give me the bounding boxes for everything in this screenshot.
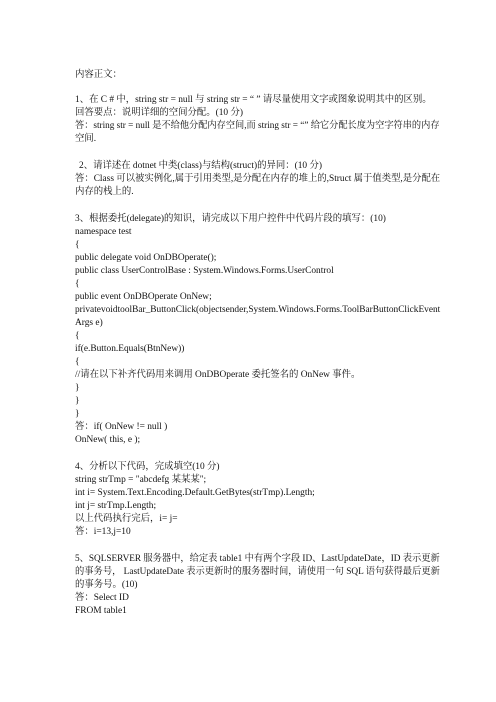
content-heading: 内容正文： bbox=[75, 70, 122, 80]
answer-3-line-1: 答：if( OnNew != null ) bbox=[75, 422, 168, 432]
answer-4: 答：i=13,j=10 bbox=[75, 527, 131, 537]
code-line: { bbox=[75, 240, 80, 250]
code-line: public class UserControlBase : System.Windows.Forms.UserControl bbox=[75, 266, 334, 276]
answer-3-line-2: OnNew( this, e ); bbox=[75, 435, 141, 445]
question-4-prompt: 以上代码执行完后，i= j= bbox=[75, 514, 178, 524]
code-line: privatevoidtoolBar_ButtonClick(objectsender,System.Windows.Forms.ToolBarButtonClickEvent bbox=[75, 305, 441, 315]
answer-1-line-2: 空间. bbox=[75, 134, 97, 144]
question-1-line-2: 回答要点：说明详细的空间分配。(10 分) bbox=[75, 108, 243, 118]
question-5-line-2: 的事务号， LastUpdateDate 表示更新时的服务器时间，请使用一句 SQL 语句获得最后更新 bbox=[75, 567, 440, 577]
code-comment: //请在以下补齐代码用来调用 OnDBOperate 委托签名的 OnNew 事件。 bbox=[75, 370, 361, 380]
code-line: Args e) bbox=[75, 318, 103, 328]
code-line: if(e.Button.Equals(BtnNew)) bbox=[75, 344, 185, 354]
answer-1-line-1: 答：string str = null 是不给他分配内存空间,而 string str = “” 给它分配长度为空字符串的内存 bbox=[75, 121, 440, 131]
code-line: int i= System.Text.Encoding.Default.GetBytes(strTmp).Length; bbox=[75, 488, 315, 498]
question-5-line-3: 的事务号。(10) bbox=[75, 580, 138, 590]
code-line: { bbox=[75, 357, 80, 367]
answer-5-line-1: 答：Select ID bbox=[75, 593, 129, 603]
code-line: } bbox=[75, 396, 80, 406]
code-line: } bbox=[75, 409, 80, 419]
code-line: int j= strTmp.Length; bbox=[75, 501, 157, 511]
question-1-line-1: 1、在 C # 中，string str = null 与 string str = “ ” 请尽量使用文字或图象说明其中的区别。 bbox=[75, 95, 432, 105]
answer-2-line-2: 内存的栈上的. bbox=[75, 187, 134, 197]
answer-5-line-2: FROM table1 bbox=[75, 606, 127, 616]
code-line: public event OnDBOperate OnNew; bbox=[75, 292, 212, 302]
code-line: string strTmp = "abcdefg 某某某"; bbox=[75, 475, 207, 485]
question-5-line-1: 5、SQLSERVER 服务器中，给定表 table1 中有两个字段 ID、LastUpdateDate，ID 表示更新 bbox=[75, 554, 440, 564]
question-2: 2、请详述在 dotnet 中类(class)与结构(struct)的异同：(10 分) bbox=[79, 161, 322, 171]
code-line: public delegate void OnDBOperate(); bbox=[75, 253, 217, 263]
code-line: namespace test bbox=[75, 227, 132, 237]
code-line: { bbox=[75, 279, 80, 289]
code-line: } bbox=[75, 383, 80, 393]
question-3: 3、根据委托(delegate)的知识，请完成以下用户控件中代码片段的填写：(10) bbox=[75, 214, 386, 224]
code-line: { bbox=[75, 331, 80, 341]
answer-2-line-1: 答：Class 可以被实例化,属于引用类型,是分配在内存的堆上的,Struct 属于值类型,是分配在 bbox=[75, 174, 441, 184]
question-4: 4、分析以下代码，完成填空(10 分) bbox=[75, 462, 220, 472]
